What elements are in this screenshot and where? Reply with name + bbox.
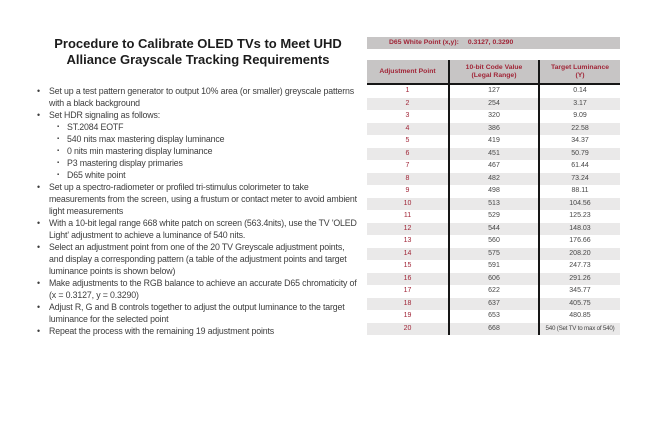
cell-point: 11 [367,210,450,223]
bullet-icon: • [37,86,40,96]
page-title-line2: Alliance Grayscale Tracking Requirements [66,52,330,67]
cell-code: 254 [450,98,540,111]
cell-point: 15 [367,260,450,273]
bullet-icon: • [37,326,40,336]
cell-code: 467 [450,160,540,173]
list-item-text: Set HDR signaling as follows: [49,110,161,120]
cell-luminance: 0.14 [573,87,587,94]
d65-white-point-label: D65 White Point (x,y): [389,39,459,46]
table-row [367,173,620,186]
cell-luminance: 22.58 [571,124,589,132]
cell-code: 482 [450,173,540,186]
cell-code: 591 [450,260,540,273]
cell-luminance: 73.24 [571,174,589,182]
cell-luminance: 480.85 [569,312,591,319]
cell-code: 127 [450,85,540,98]
cell-point: 12 [367,223,450,236]
cell-code: 653 [450,310,540,323]
procedure-section [36,36,360,337]
sub-list-item-text: D65 white point [67,170,126,180]
cell-code: 622 [450,285,540,298]
d65-white-point-bar [367,37,620,49]
table-row [367,235,620,248]
bullet-icon: • [37,302,40,312]
table-row [367,310,620,323]
table-row [367,248,620,261]
table-row [367,260,620,273]
d65-white-point-value: 0.3127, 0.3290 [467,39,514,46]
cell-code: 575 [450,248,540,261]
column-header-adjustment-point: Adjustment Point [367,60,450,83]
cell-point: 17 [367,285,450,298]
cell-code: 386 [450,123,540,136]
list-item-text: Make adjustments to the RGB balance to achieve an accurate D65 chromaticity of (x = 0.3127, y = 0.3290) [49,278,357,300]
list-item-text: Set up a test pattern generator to output 10% area (or smaller) greyscale patterns with a black background [49,86,355,108]
sub-list-item-text: ST.2084 EOTF [67,122,124,132]
cell-luminance: 345.77 [569,287,591,294]
bullet-icon: • [37,182,40,192]
cell-luminance: 125.23 [569,212,591,219]
cell-code: 529 [450,210,540,223]
cell-code: 419 [450,135,540,148]
list-item-text: Set up a spectro-radiometer or profiled tri-stimulus colorimeter to take measurements from the screen, using a frustum or contact meter to avoid ambient light measurements [49,182,357,216]
table-row [367,135,620,148]
cell-point: 7 [367,160,450,173]
list-item [36,181,360,217]
cell-code: 668 [450,323,540,336]
list-item-text: With a 10-bit legal range 668 white patch on screen (563.4nits), use the TV 'OLED Light' adjustment to achieve a luminance of 540 nits. [49,218,357,240]
cell-luminance: 247.73 [569,262,591,269]
column-header-code-value: 10-bit Code Value (Legal Range) [450,60,540,83]
cell-luminance: 3.17 [573,99,587,107]
list-item [36,85,360,109]
table-row [367,198,620,211]
sub-list-item [57,169,360,181]
square-bullet-icon: ▪ [57,136,59,142]
table-row [367,285,620,298]
cell-code: 498 [450,185,540,198]
sub-list-item [57,157,360,169]
bullet-icon: • [37,278,40,288]
cell-luminance: 405.75 [569,299,591,307]
cell-luminance: 148.03 [569,224,591,232]
cell-luminance: 208.20 [569,249,591,257]
cell-point: 16 [367,273,450,286]
bullet-icon: • [37,218,40,228]
cell-code: 637 [450,298,540,311]
square-bullet-icon: ▪ [57,124,59,130]
table-row [367,160,620,173]
table-row [367,123,620,136]
list-item-text: Adjust R, G and B controls together to adjust the output luminance to the target luminance for the selected point [49,302,345,324]
cell-point: 8 [367,173,450,186]
cell-luminance: 104.56 [569,199,591,207]
square-bullet-icon: ▪ [57,148,59,154]
sub-list-item-text: P3 mastering display primaries [67,158,183,168]
cell-luminance: 540 (Set TV to max of 540) [545,324,615,332]
cell-point: 3 [367,110,450,123]
list-item [36,109,360,121]
cell-point: 14 [367,248,450,261]
square-bullet-icon: ▪ [57,160,59,166]
bullet-icon: • [37,242,40,252]
table-row [367,273,620,286]
cell-point: 13 [367,235,450,248]
cell-code: 606 [450,273,540,286]
column-header-target-luminance: Target Luminance (Y) [550,63,610,79]
cell-code: 320 [450,110,540,123]
table-row [367,323,620,336]
sub-list-item-text: 540 nits max mastering display luminance [67,134,225,144]
cell-point: 4 [367,123,450,136]
list-item [36,217,360,241]
cell-point: 2 [367,98,450,111]
procedure-steps [36,85,360,337]
cell-point: 9 [367,185,450,198]
cell-point: 10 [367,198,450,211]
table-row [367,148,620,161]
cell-luminance: 50.79 [571,149,589,157]
table-row [367,223,620,236]
table-row [367,210,620,223]
list-item-text: Select an adjustment point from one of the 20 TV Greyscale adjustment points, and display a corresponding pattern (a table of the adjustment points and target luminance points is shown below) [49,242,347,276]
sub-list-item [57,145,360,157]
cell-point: 6 [367,148,450,161]
sub-list-item [57,133,360,145]
list-item [36,325,360,337]
cell-luminance: 176.66 [569,237,591,244]
table-row [367,110,620,123]
cell-luminance: 88.11 [571,187,589,194]
cell-luminance: 61.44 [571,162,589,169]
cell-luminance: 34.37 [571,137,589,144]
sub-list-item [57,121,360,133]
list-item [36,241,360,277]
cell-code: 544 [450,223,540,236]
page-title [36,36,360,68]
table-row [367,85,620,98]
bullet-icon: • [37,110,40,120]
table-row [367,185,620,198]
table-header-row [367,60,620,85]
table-row [367,298,620,311]
cell-code: 560 [450,235,540,248]
table-row [367,98,620,111]
square-bullet-icon: ▪ [57,172,59,178]
table-body [367,85,620,335]
cell-code: 513 [450,198,540,211]
cell-luminance: 291.26 [569,274,591,282]
list-item-text: Repeat the process with the remaining 19 adjustment points [49,326,275,336]
cell-point: 5 [367,135,450,148]
sub-list-item-text: 0 nits min mastering display luminance [67,146,213,156]
cell-point: 18 [367,298,450,311]
cell-luminance: 9.09 [573,112,587,119]
cell-point: 20 [367,323,450,336]
cell-code: 451 [450,148,540,161]
list-item [36,301,360,325]
adjustment-points-table [367,60,620,335]
cell-point: 1 [367,85,450,98]
cell-point: 19 [367,310,450,323]
list-item [36,277,360,301]
page-title-line1: Procedure to Calibrate OLED TVs to Meet UHD [54,36,342,51]
